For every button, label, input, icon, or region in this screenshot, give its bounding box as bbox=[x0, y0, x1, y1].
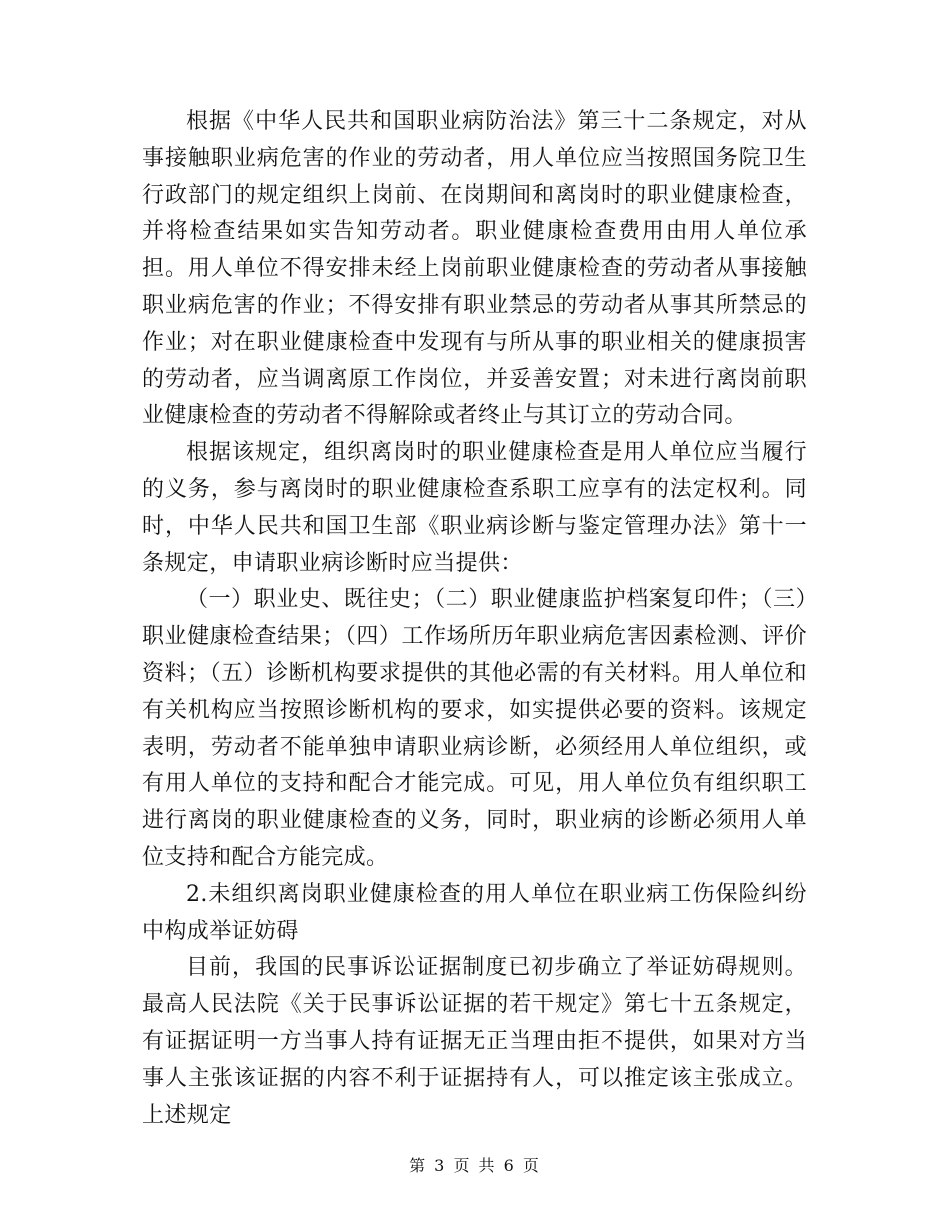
page-number-footer: 第 3 页 共 6 页 bbox=[409, 1156, 541, 1175]
paragraph-1: 根据《中华人民共和国职业病防治法》第三十二条规定，对从事接触职业病危害的作业的劳动者，用人单位应当按照国务院卫生行政部门的规定组织上岗前、在岗期间和离岗时的职业健康检查，并将检查结果如实告知劳动者。职业健康检查费用由用人单位承担。用人单位不得安排未经上岗前职业健康检查的劳动者从事接触职业病危害的作业；不得安排有职业禁忌的劳动者从事其所禁忌的作业；对在职业健康检查中发现有与所从事的职业相关的健康损害的劳动者，应当调离原工作岗位，并妥善安置；对未进行离岗前职业健康检查的劳动者不得解除或者终止与其订立的劳动合同。 bbox=[142, 109, 807, 429]
document-body bbox=[142, 104, 807, 1134]
paragraph-2: 根据该规定，组织离岗时的职业健康检查是用人单位应当履行的义务，参与离岗时的职业健康检查系职工应享有的法定权利。同时，中华人民共和国卫生部《职业病诊断与鉴定管理办法》第十一条规定，申请职业病诊断时应当提供： bbox=[142, 440, 807, 576]
paragraph-4: 目前，我国的民事诉讼证据制度已初步确立了举证妨碍规则。最高人民法院《关于民事诉讼证据的若干规定》第七十五条规定，有证据证明一方当事人持有证据无正当理由拒不提供，如果对方当事人主张该证据的内容不利于证据持有人，可以推定该主张成立。上述规定 bbox=[142, 955, 807, 1128]
section-heading-2: 2.未组织离岗职业健康检查的用人单位在职业病工伤保险纠纷中构成举证妨碍 bbox=[142, 881, 807, 944]
paragraph-3: （一）职业史、既往史；（二）职业健康监护档案复印件；（三）职业健康检查结果；（四）工作场所历年职业病危害因素检测、评价资料；（五）诊断机构要求提供的其他必需的有关材料。用人单位和有关机构应当按照诊断机构的要求，如实提供必要的资料。该规定表明，劳动者不能单独申请职业病诊断，必须经用人单位组织，或有用人单位的支持和配合才能完成。可见，用人单位负有组织职工进行离岗的职业健康检查的义务，同时，职业病的诊断必须用人单位支持和配合方能完成。 bbox=[142, 587, 807, 870]
